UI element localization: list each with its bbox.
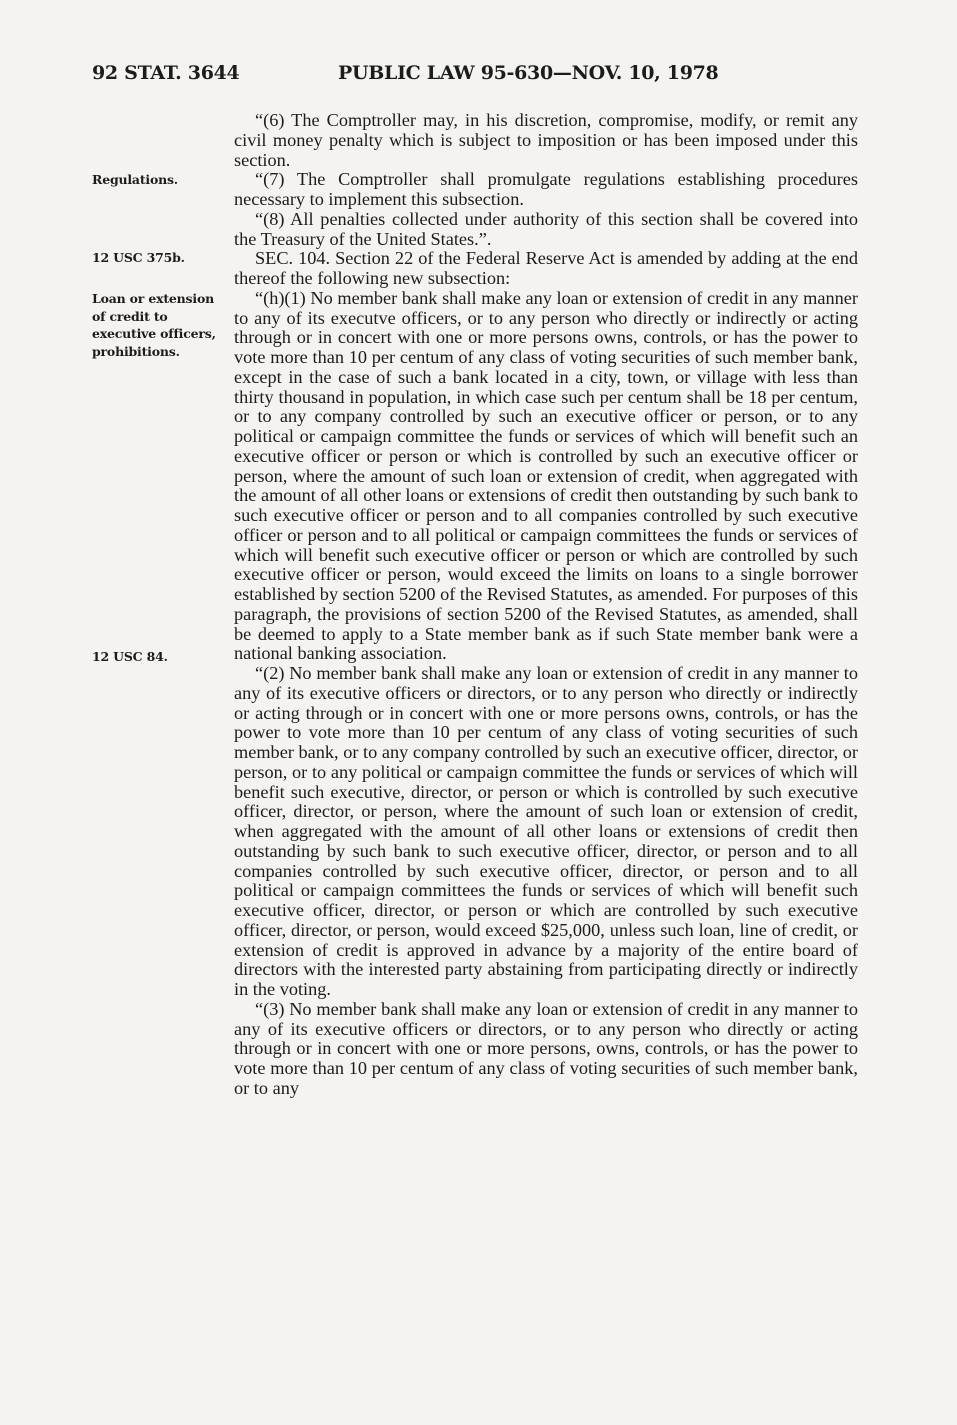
paragraph-6: “(6) The Comptroller may, in his discretion, compromise, modify, or remit any civil money penalty which is subject to imposition or has been imposed under this section. — [234, 110, 858, 170]
margin-note-regulations: Regulations. — [92, 172, 178, 187]
public-law-title: PUBLIC LAW 95-630—NOV. 10, 1978 — [338, 62, 719, 84]
paragraph-7: “(7) The Comptroller shall promulgate regulations establishing procedures necessary to implement this subsection. — [234, 169, 858, 209]
statute-body — [234, 111, 858, 1099]
paragraph-h-3: “(3) No member bank shall make any loan or extension of credit in any manner to any of its executive officers or directors, or to any person who directly or acting through or in concert with one or more persons, owns, controls, or has the power to vote more than 10 per centum of any class of voting securities of such member bank, or to any — [234, 998, 858, 1098]
paragraph-h-2: “(2) No member bank shall make any loan or extension of credit in any manner to any of its executive officers or directors, or to any person who directly or indirectly or acting through or in concert with one or more persons owns, controls, or has the power to vote more than 10 per centum of any class of voting securities of such member bank, or to any company controlled by such an executive officer, director, or person, or to any political or campaign committee the funds or services of which will benefit such executive, director, or person or which is controlled by such executive officer, director, or person, where the amount of such loan or extension of credit, when aggregated with the amount of all other loans or extensions of credit then outstanding by such bank to such executive officer, director, or person and to all companies controlled by such executive officer, director, or person and to all political or campaign committees the funds or services of which will benefit such executive officer, director, or person or which are controlled by such executive officer, director, or person, would exceed $25,000, unless such loan, line of credit, or extension of credit is approved in advance by a majority of the entire board of directors with the interested party abstaining from participating directly or indirectly in the voting. — [234, 663, 858, 999]
paragraph-h-1: “(h)(1) No member bank shall make any loan or extension of credit in any manner to any of its executve officers, or to any person who directly or indirectly or acting through or in concert with one or more persons owns, controls, or has the power to vote more than 10 per centum of any class of voting securities of such member bank, except in the case of such a bank located in a city, town, or village with less than thirty thousand in population, in which case such per centum shall be 18 per centum, or to any company controlled by such an executive officer or person, or to any political or campaign committee the funds or services of which will benefit such an executive officer or person or which is controlled by such an executive officer or person, where the amount of such loan or extension of credit, when aggregated with the amount of all other loans or extensions of credit then outstanding by such bank to such executive officer or person and to all companies controlled by such executive officer or person and to all political or campaign committees the funds or services of which will benefit such executive officer or person or which are controlled by such executive officer or person, would exceed the limits on loans to a single borrower established by section 5200 of the Revised Statutes, as amended. For purposes of this paragraph, the provisions of section 5200 of the Revised Statutes, as amended, shall be deemed to apply to a State member bank as if such State member bank were a national banking association. — [234, 287, 858, 664]
page-header — [92, 62, 862, 88]
margin-note-usc-84: 12 USC 84. — [92, 649, 168, 664]
paragraph-8: “(8) All penalties collected under authority of this section shall be covered into the Treasury of the United States.”. — [234, 208, 858, 249]
statute-page-number: 92 STAT. 3644 — [92, 62, 240, 84]
margin-note-usc-375b: 12 USC 375b. — [92, 250, 185, 265]
margin-note-loan-prohibitions: Loan or extension of credit to executive officers, prohibitions. — [92, 291, 216, 359]
section-104: SEC. 104. Section 22 of the Federal Reserve Act is amended by adding at the end thereof the following new subsection: — [234, 248, 858, 288]
